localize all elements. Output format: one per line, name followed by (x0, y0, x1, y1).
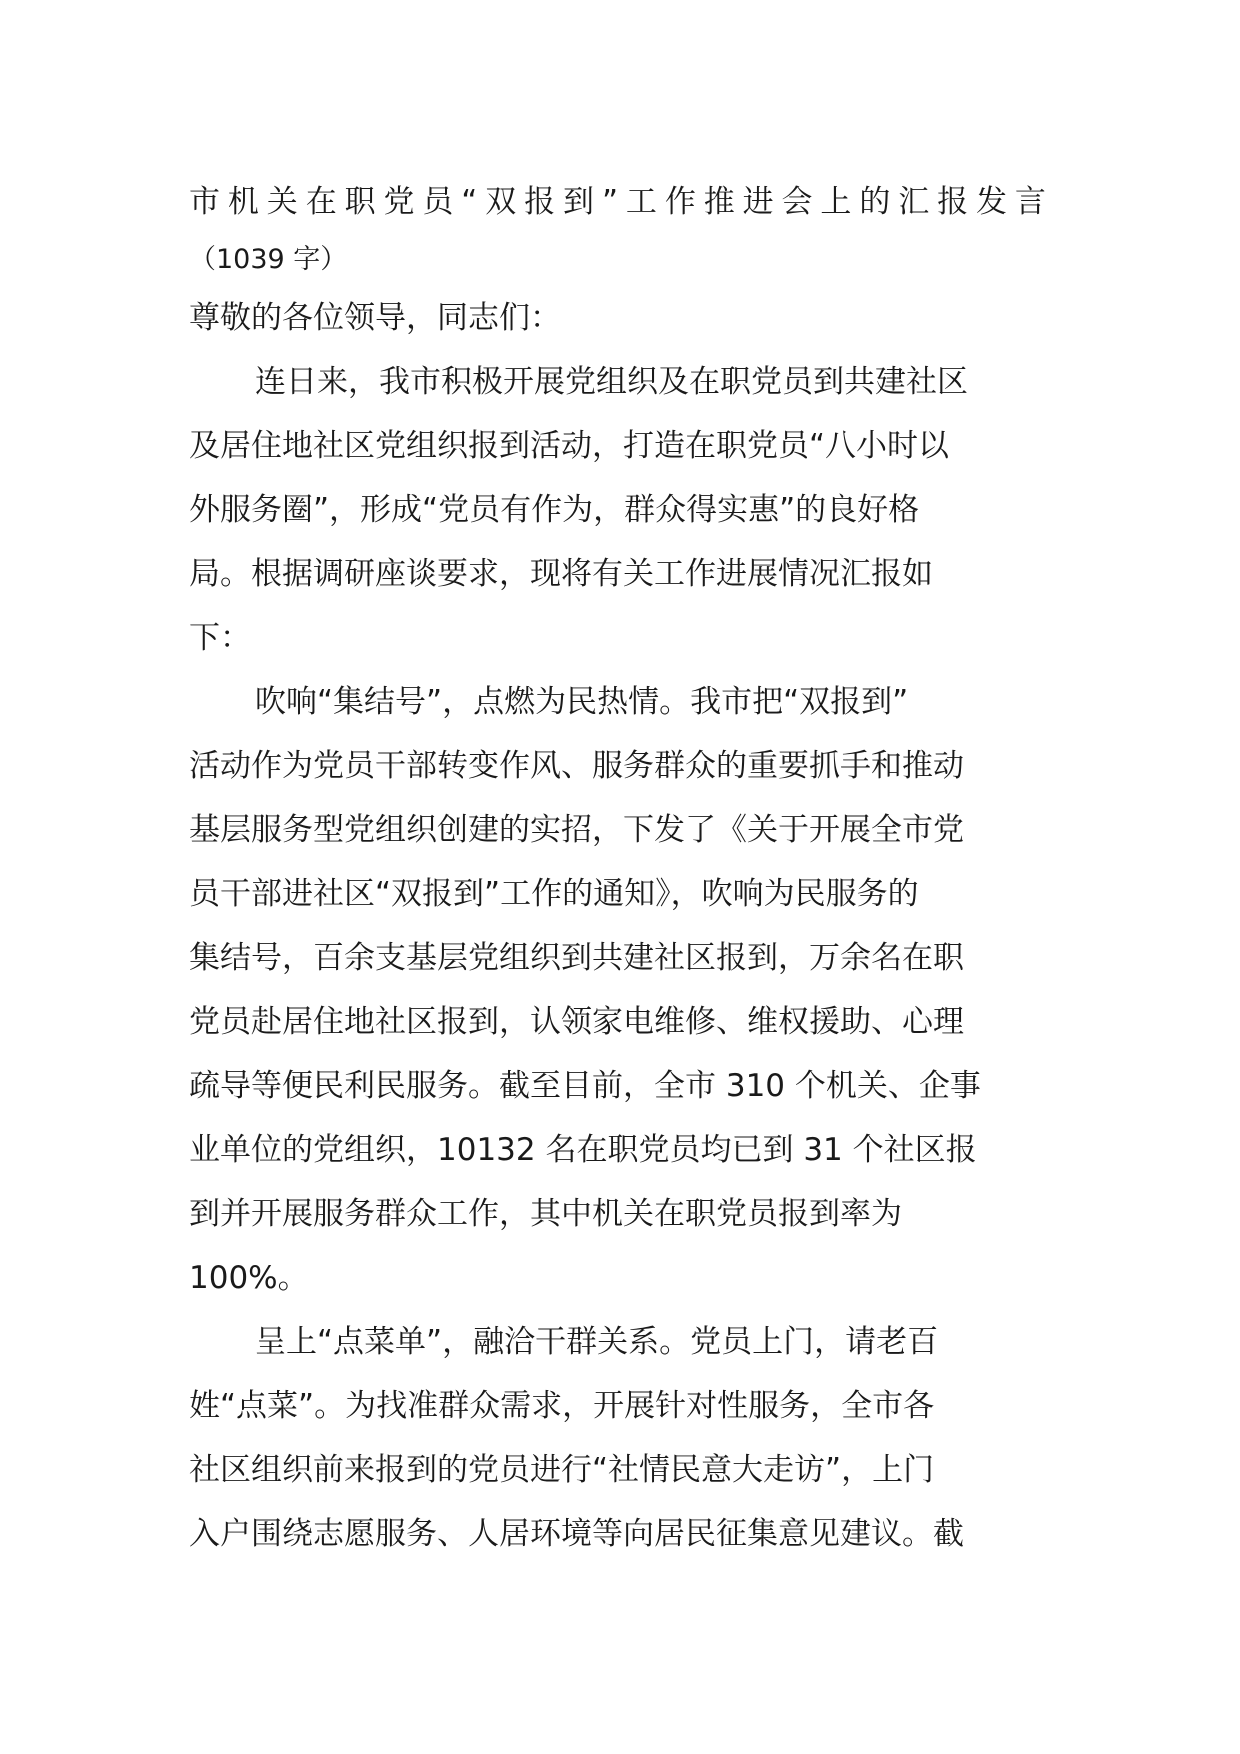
paragraph-1 (189, 350, 1051, 670)
salutation: 尊敬的各位领导，同志们： (189, 300, 561, 336)
paragraph-line: 吹响“集结号”，点燃为民热情。我市把“双报到” (255, 684, 909, 720)
paragraph-line: 社区组织前来报到的党员进行“社情民意大走访”，上门 (189, 1452, 935, 1488)
paragraph-line: 党员赴居住地社区报到，认领家电维修、维权援助、心理 (189, 1004, 964, 1040)
paragraph-2 (189, 670, 1051, 1310)
paragraph-line: 疏导等便民利民服务。截至目前，全市 310 个机关、企事 (189, 1068, 981, 1104)
document-title: 市机关在职党员“双报到”工作推进会上的汇报发言 (189, 184, 1054, 220)
paragraph-line: 员干部进社区“双报到”工作的通知》，吹响为民服务的 (189, 876, 919, 912)
paragraph-3 (189, 1310, 1051, 1566)
paragraph-line: 呈上“点菜单”，融洽干群关系。党员上门，请老百 (255, 1324, 939, 1360)
paragraph-line: 入户围绕志愿服务、人居环境等向居民征集意见建议。截 (189, 1516, 964, 1552)
paragraph-line: 局。根据调研座谈要求，现将有关工作进展情况汇报如 (189, 556, 933, 592)
paragraph-line: 外服务圈”，形成“党员有作为，群众得实惠”的良好格 (189, 492, 920, 528)
paragraph-line: 下： (189, 620, 251, 656)
word-count: （1039 字） (189, 244, 348, 275)
document-body (189, 170, 1054, 1566)
paragraph-line: 活动作为党员干部转变作风、服务群众的重要抓手和推动 (189, 748, 964, 784)
paragraph-line: 连日来，我市积极开展党组织及在职党员到共建社区 (255, 364, 968, 400)
paragraph-line: 基层服务型党组织创建的实招，下发了《关于开展全市党 (189, 812, 964, 848)
paragraph-line: 业单位的党组织，10132 名在职党员均已到 31 个社区报 (189, 1132, 977, 1168)
paragraph-line: 及居住地社区党组织报到活动，打造在职党员“八小时以 (189, 428, 950, 464)
paragraph-line: 集结号，百余支基层党组织到共建社区报到，万余名在职 (189, 940, 964, 976)
paragraph-line: 100%。 (189, 1260, 309, 1296)
paragraph-line: 姓“点菜”。为找准群众需求，开展针对性服务，全市各 (189, 1388, 935, 1424)
paragraph-line: 到并开展服务群众工作，其中机关在职党员报到率为 (189, 1196, 902, 1232)
